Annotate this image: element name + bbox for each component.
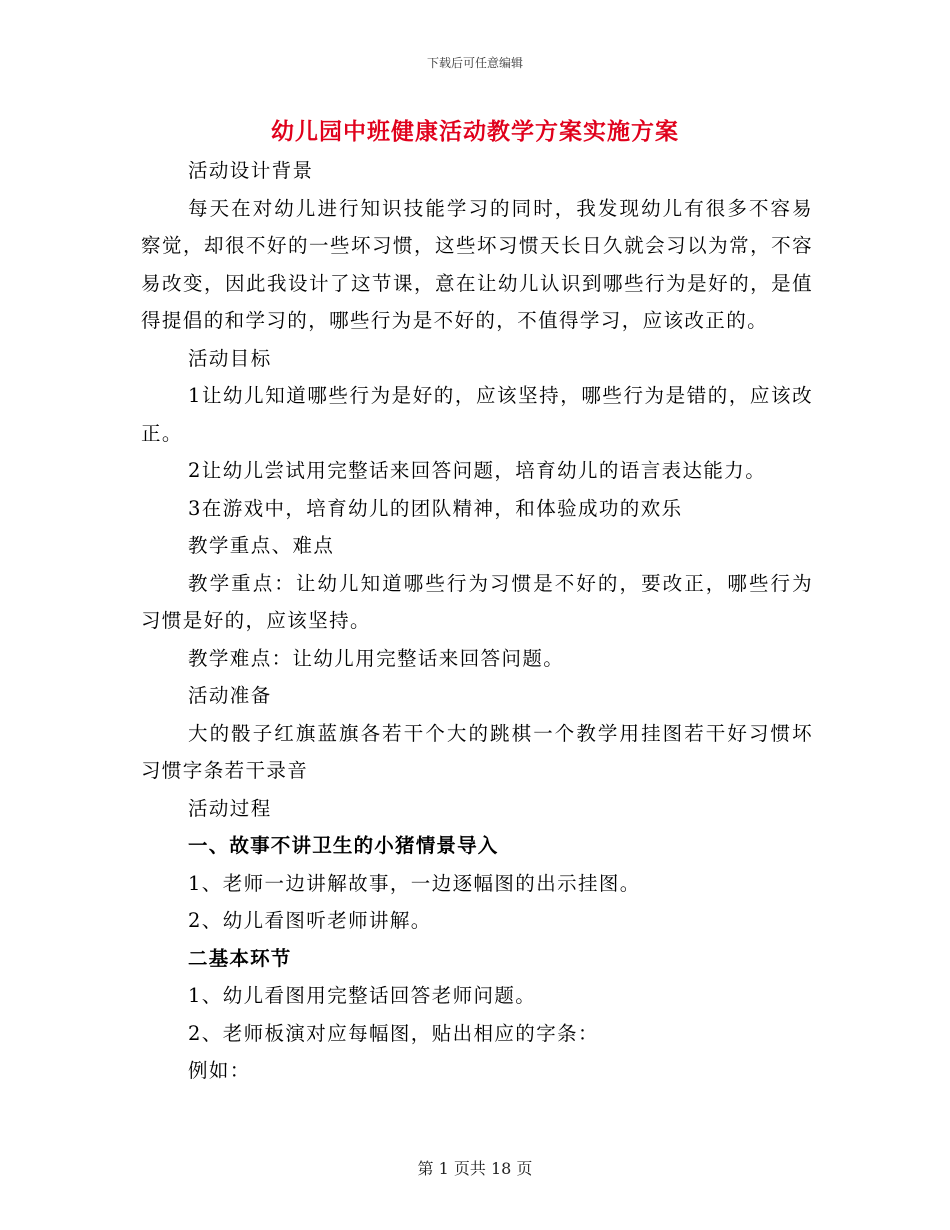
heading-process: 活动过程 <box>188 796 272 820</box>
heading-key-points: 教学重点、难点 <box>188 534 335 557</box>
step2-item-2: 2、老师板演对应每幅图，贴出相应的字条： <box>188 1021 599 1045</box>
step1-title: 一、故事不讲卫生的小猪情景导入 <box>188 834 499 857</box>
heading-background: 活动设计背景 <box>188 159 314 182</box>
page-footer: 第 1 页共 18 页 <box>417 1159 533 1178</box>
heading-preparation: 活动准备 <box>188 684 272 707</box>
key-point: 教学重点：让幼儿知道哪些行为习惯是不好的，要改正，哪些行为习惯是好的，应该坚持。 <box>141 571 813 632</box>
goal-item-3: 3在游戏中，培育幼儿的团队精神，和体验成功的欢乐 <box>188 496 683 520</box>
heading-goals: 活动目标 <box>188 346 272 370</box>
step1-item-2: 2、幼儿看图听老师讲解。 <box>188 909 432 932</box>
page-header: 下载后可任意编辑 <box>426 56 523 70</box>
preparation-text: 大的骰子红旗蓝旗各若干个大的跳棋一个教学用挂图若干好习惯坏习惯字条若干录音 <box>141 721 813 782</box>
goal-item-1: 1让幼儿知道哪些行为是好的，应该坚持，哪些行为是错的，应该改正。 <box>141 384 813 445</box>
paragraph-background: 每天在对幼儿进行知识技能学习的同时，我发现幼儿有很多不容易察觉，却很不好的一些坏习惯，这些坏习惯天长日久就会习以为常，不容易改变，因此我设计了这节课，意在让幼儿认识到哪些行为是好的，是值得提倡的和学习的，哪些行为是不好的，不值得学习，应该改正的。 <box>141 196 813 332</box>
example-label: 例如： <box>188 1059 251 1082</box>
difficult-point: 教学难点：让幼儿用完整话来回答问题。 <box>188 646 565 670</box>
goal-item-2: 2让幼儿尝试用完整话来回答问题，培育幼儿的语言表达能力。 <box>188 459 767 482</box>
step2-item-1: 1、幼儿看图用完整话回答老师问题。 <box>188 984 537 1007</box>
document-body <box>141 152 813 1090</box>
step2-title: 二基本环节 <box>188 946 292 970</box>
document-title: 幼儿园中班健康活动教学方案实施方案 <box>271 119 679 145</box>
step1-item-1: 1、老师一边讲解故事，一边逐幅图的出示挂图。 <box>188 871 641 895</box>
